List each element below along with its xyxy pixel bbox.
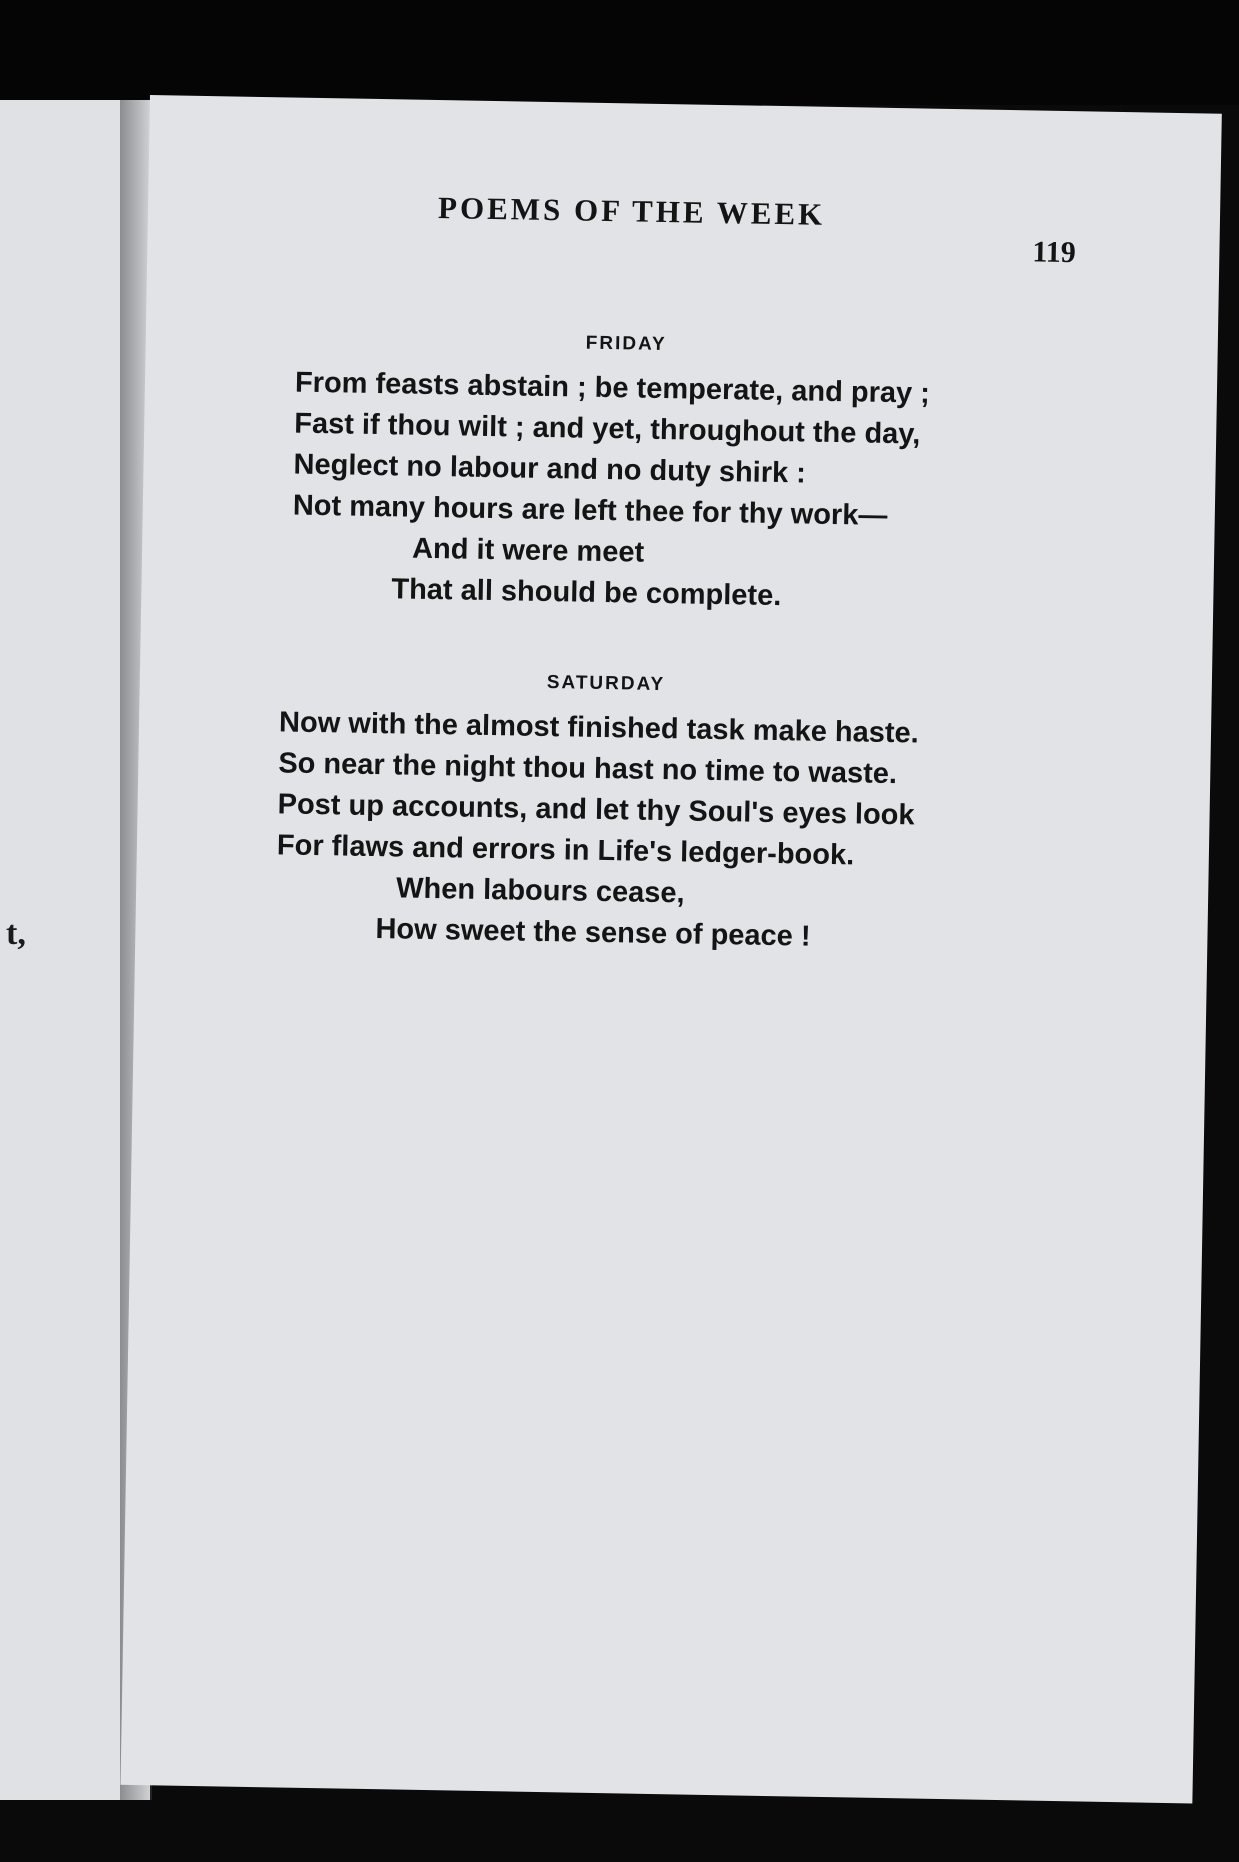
right-page xyxy=(121,95,1222,1803)
page-number: 119 xyxy=(1032,235,1077,270)
verse-line: From feasts abstain ; be temperate, and pray ; xyxy=(294,366,931,410)
verse-line: For flaws and errors in Life's ledger-book. xyxy=(276,829,855,872)
verse-line: Now with the almost finished task make haste. xyxy=(278,706,920,750)
verse-line: Neglect no labour and no duty shirk : xyxy=(293,448,807,490)
poem-heading-friday: FRIDAY xyxy=(585,332,667,356)
verse-line-indented: That all should be complete. xyxy=(391,573,782,613)
verse-line-indented: And it were meet xyxy=(411,532,645,569)
verse-line-indented: How sweet the sense of peace ! xyxy=(375,913,811,953)
verse-line: Fast if thou wilt ; and yet, throughout the day, xyxy=(294,407,921,451)
left-page-text-fragment: t, xyxy=(6,915,26,952)
running-head: POEMS OF THE WEEK xyxy=(437,190,826,232)
verse-line: Not many hours are left thee for thy work— xyxy=(292,489,888,532)
scan-top-shadow xyxy=(0,0,1239,105)
verse-line: Post up accounts, and let thy Soul's eyes look xyxy=(277,788,915,832)
poem-verse-friday xyxy=(291,363,930,620)
verse-line: So near the night thou hast no time to waste. xyxy=(278,747,898,791)
poem-verse-saturday xyxy=(275,702,919,959)
verse-line-indented: When labours cease, xyxy=(395,872,685,910)
poem-heading-saturday: SATURDAY xyxy=(546,672,666,696)
